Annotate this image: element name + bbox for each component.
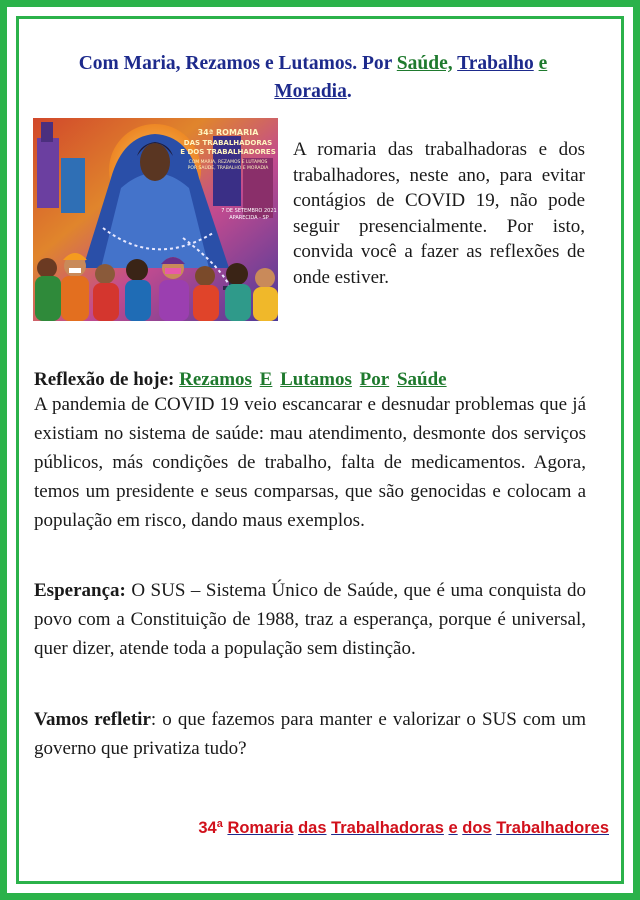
title-link-moradia[interactable]: Moradia: [274, 81, 347, 102]
esperanca-text: O SUS – Sistema Único de Saúde, que é uma conquista do povo com a Constituição de 1988, traz a esperança, porque é universal, quer dizer, atende toda a população sem distinção.: [34, 580, 586, 659]
romaria-poster-image: [33, 118, 278, 321]
title-text: Com Maria, Rezamos e Lutamos. Por: [78, 53, 397, 74]
reflexao-link-saude[interactable]: Saúde: [396, 369, 447, 390]
reflexao-link-rezamos[interactable]: Rezamos: [179, 369, 252, 390]
poster-date: 7 DE SETEMBRO 2021: [221, 208, 277, 214]
footer-link-romaria[interactable]: Romaria: [227, 819, 294, 837]
title-link-saude[interactable]: Saúde,: [396, 53, 453, 74]
footer-link-trabalhadoras[interactable]: Trabalhadoras: [331, 819, 444, 837]
reflexao-label: Reflexão de hoje:: [34, 369, 180, 390]
poster-line2: DAS TRABALHADORAS: [183, 139, 273, 147]
reflexao-link-por[interactable]: Por: [359, 369, 390, 390]
footer-number: 34ª: [198, 819, 223, 837]
poster-place: APARECIDA - SP: [229, 215, 269, 221]
poster-line1: 34ª ROMARIA: [197, 128, 259, 137]
footer-link-das[interactable]: das: [298, 819, 327, 837]
title-link-trabalho[interactable]: Trabalho: [457, 53, 534, 74]
footer-link-e[interactable]: e: [448, 819, 458, 837]
reflexao-link-e[interactable]: E: [259, 369, 273, 390]
esperanca-label: Esperança:: [34, 580, 126, 601]
reflexao-paragraph: A pandemia de COVID 19 veio escancarar e desnudar problemas que já existiam no sistema de saúde: mau atendimento, desmonte dos serviços públicos, más condições de trabalho, falta de medicamentos. Agora, temos um presidente e seus comparsas, que são genocidas e colocam a população em risco, dando maus exemplos.: [34, 394, 586, 531]
footer-link-trabalhadores[interactable]: Trabalhadores: [496, 819, 609, 837]
title-dot: .: [346, 81, 352, 102]
reflexao-link-lutamos[interactable]: Lutamos: [280, 369, 352, 390]
footer-signature: [198, 819, 609, 838]
intro-paragraph: A romaria das trabalhadoras e dos trabalhadores, neste ano, para evitar contágios de COVID 19, não pode seguir presencialmente. Por isto, convida você a fazer as reflexões de onde estiver.: [293, 139, 585, 288]
esperanca-paragraph: [34, 576, 586, 663]
poster-line3: E DOS TRABALHADORES: [180, 148, 276, 156]
refletir-paragraph: [34, 705, 586, 763]
footer-link-dos[interactable]: dos: [462, 819, 492, 837]
refletir-label: Vamos refletir: [34, 709, 151, 730]
page-title: [40, 50, 586, 106]
title-link-e[interactable]: e: [538, 53, 548, 74]
poster-line5: POR SAÚDE, TRABALHO E MORADIA: [187, 166, 269, 171]
poster-line4: COM MARIA, REZAMOS E LUTAMOS: [188, 160, 268, 165]
refletir-text: : o que fazemos para manter e valorizar o SUS com um governo que privatiza tudo?: [34, 709, 586, 759]
